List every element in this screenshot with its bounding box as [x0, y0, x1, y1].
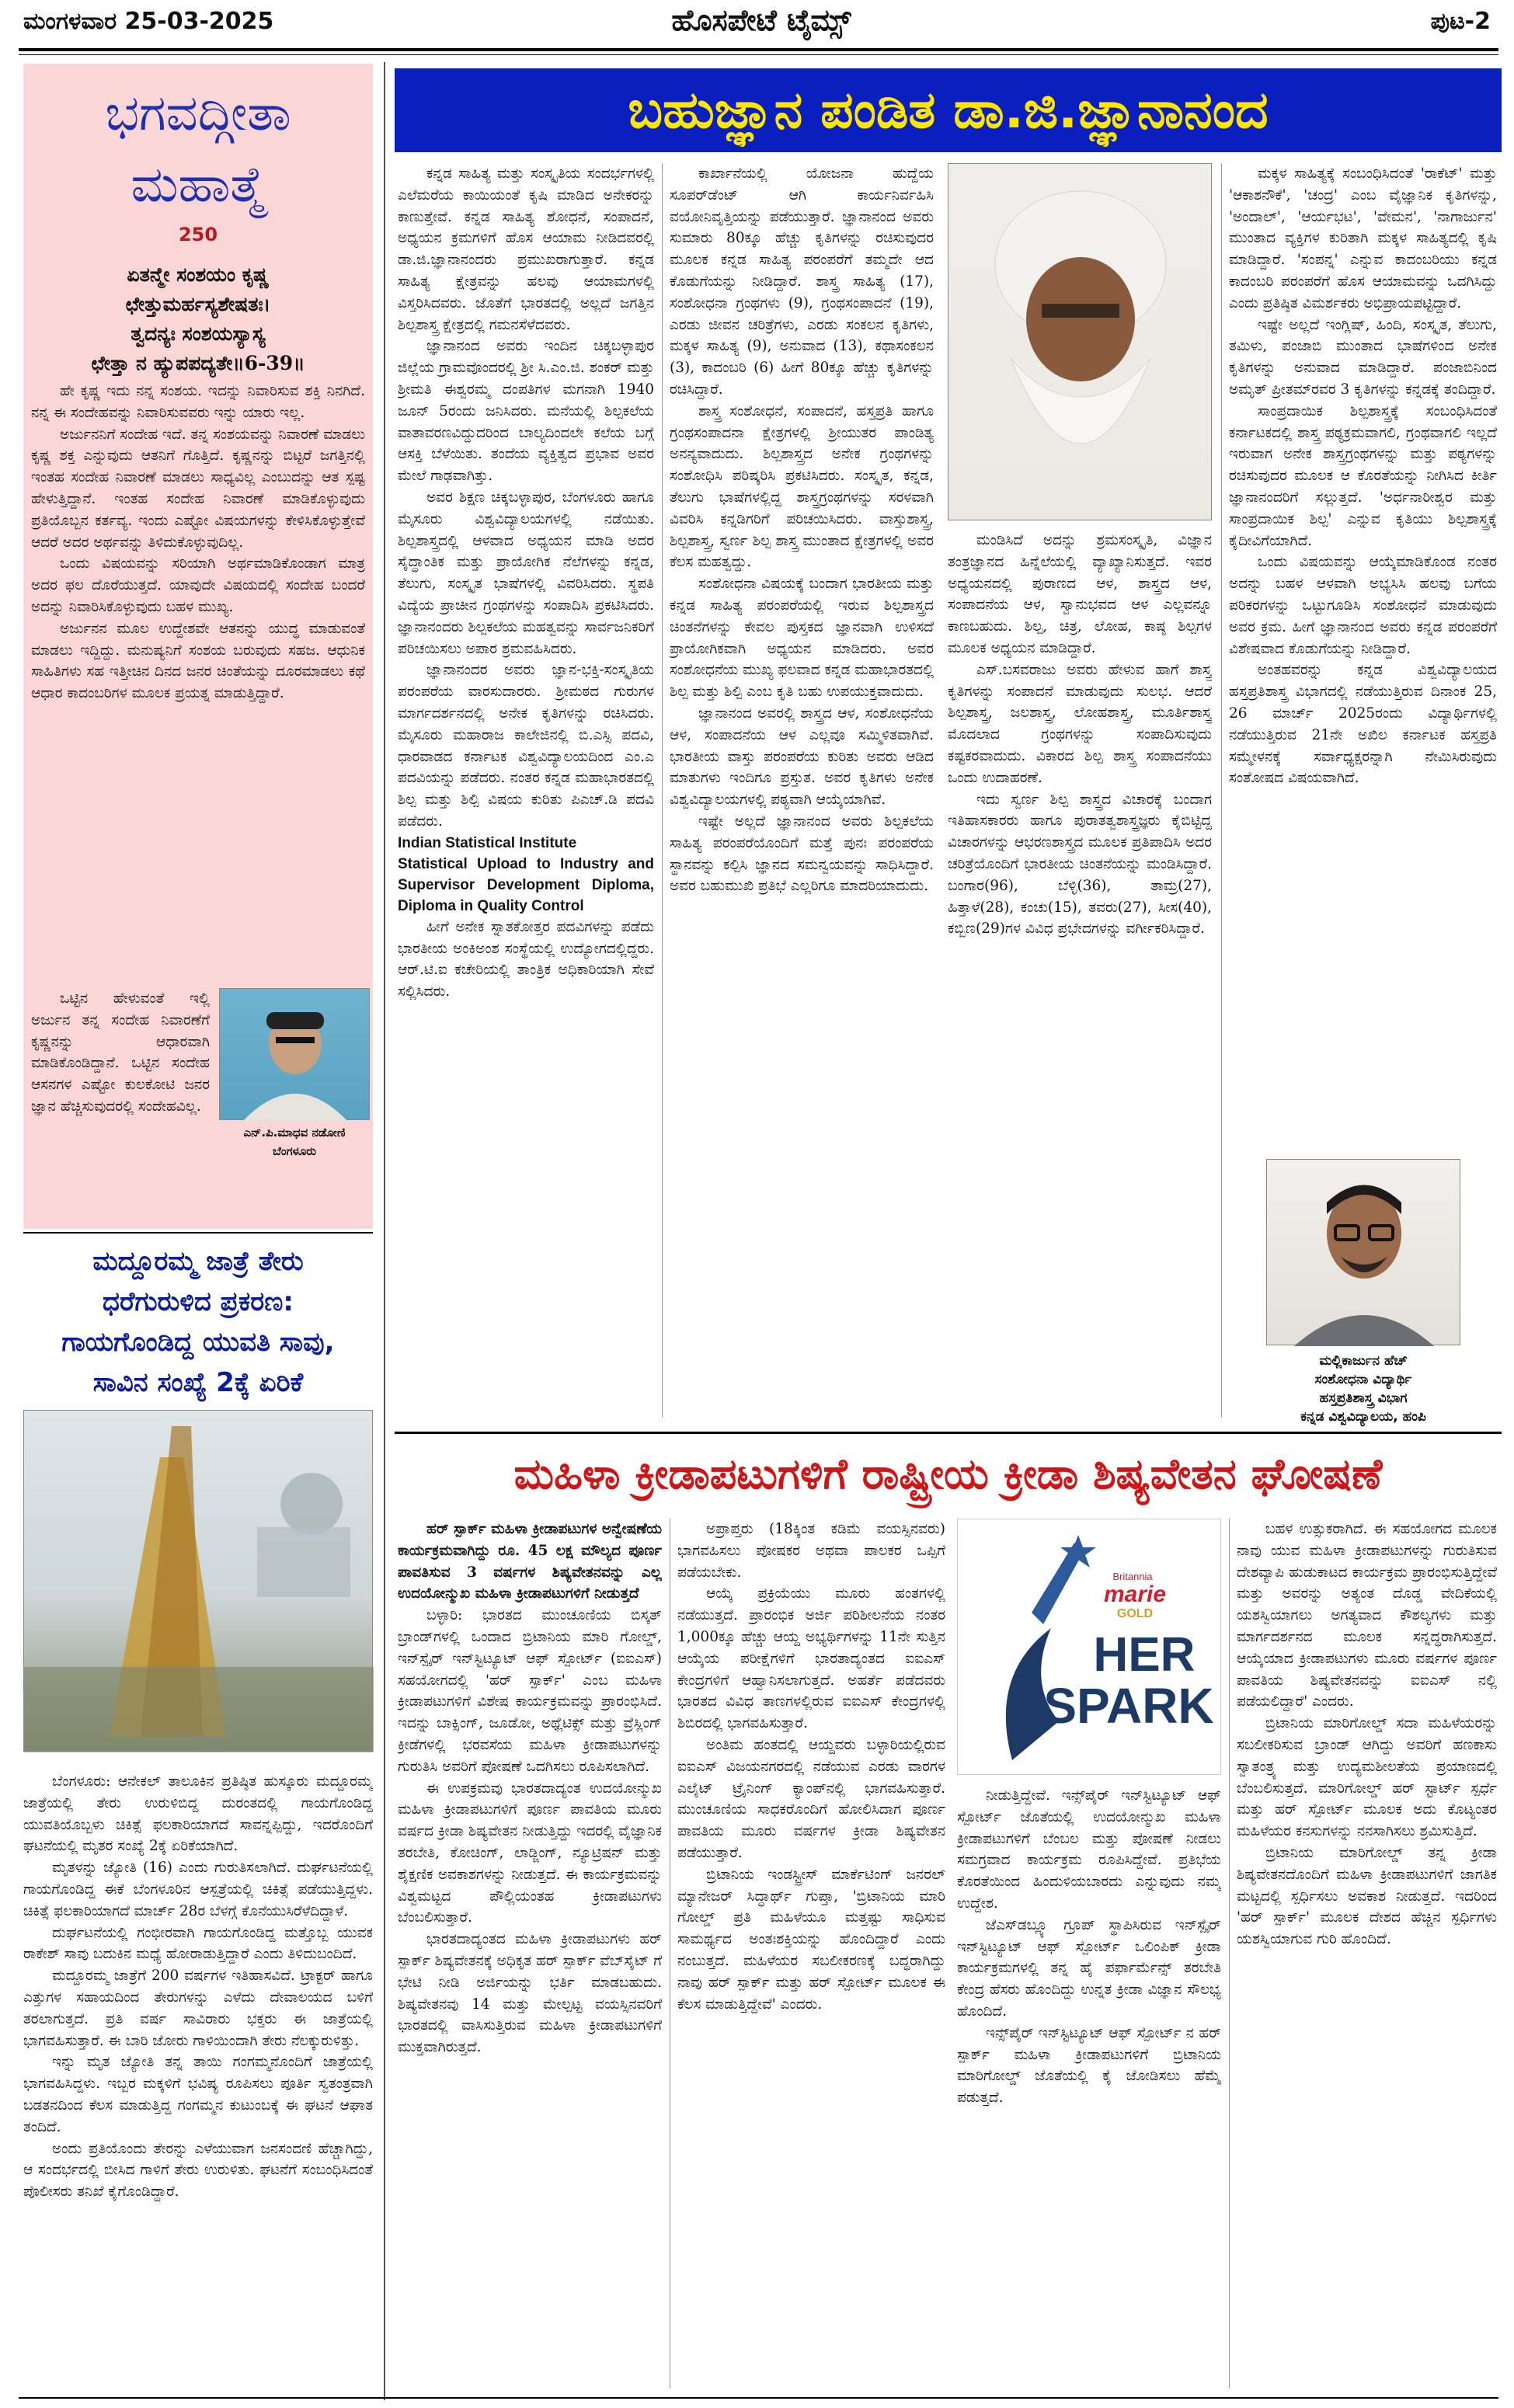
subhead: ಹರ್ ಸ್ಪಾರ್ಕ್ ಮಹಿಳಾ ಕ್ರೀಡಾಪಟುಗಳ ಅನ್ವೇಷಣೆಯ ಕಾರ್ಯಕ್ರಮವಾಗಿದ್ದು ರೂ. 45 ಲಕ್ಷ ಮೌಲ್ಯದ ಪೂರ್ಣ ಪಾವತಿಸುವ 3 ವರ್ಷಗಳ ಶಿಷ್ಯವೇತನವನ್ನು ಎಲ್ಲ ಉದಯೋನ್ಮುಖ ಮಹಿಳಾ ಕ್ರೀಡಾಪಟುಗಳಿಗೆ ನೀಡುತ್ತದೆ: [398, 1521, 662, 1602]
gita-title: [23, 78, 373, 221]
paragraph: ಎಸ್.ಬಸವರಾಜು ಅವರು ಹೇಳುವ ಹಾಗೆ ಶಾಸ್ತ್ರ ಕೃತಿಗಳನ್ನು ಸಂಪಾದನೆ ಮಾಡುವುದು ಸುಲಭ. ಆದರೆ ಶಿಲ್ಪಶಾಸ್ತ್ರ, ಜಲಶಾಸ್ತ್ರ, ಲೋಹಶಾಸ್ತ್ರ, ಮೂರ್ತಿಶಾಸ್ತ್ರ ಮೊದಲಾದ ಗ್ರಂಥಗಳನ್ನು ಸಂಪಾದಿಸುವುದು ಕಷ್ಟಕರವಾದುದು. ವಿಕಾರದ ಶಿಲ್ಪ ಶಾಸ್ತ್ರ ಸಂಪಾದನೆಯು ಒಂದು ಉದಾಹರಣೆ.: [948, 661, 1212, 786]
paragraph: ದುರ್ಘಟನೆಯಲ್ಲಿ ಗಂಭೀರವಾಗಿ ಗಾಯಗೊಂಡಿದ್ದ ಮತ್ತೊಬ್ಬ ಯುವಕ ರಾಕೇಶ್ ಸಾವು ಬದುಕಿನ ಮಧ್ಯೆ ಹೋರಾಡುತ್ತಿದ್ದಾರೆ ಎಂದು ತಿಳಿದುಬಂದಿದೆ.: [23, 1924, 373, 1963]
paragraph: ಒಂದು ವಿಷಯವನ್ನು ಸರಿಯಾಗಿ ಅರ್ಥಮಾಡಿಕೊಂಡಾಗ ಮಾತ್ರ ಅದರ ಫಲ ದೊರೆಯುತ್ತದೆ. ಯಾವುದೇ ವಿಷಯದಲ್ಲಿ ಸಂದೇಹ ಬಂದರೆ ಅದನ್ನು ನಿವಾರಿಸಿಕೊಳ್ಳುವುದು ಬಹಳ ಮುಖ್ಯ.: [31, 555, 365, 615]
paragraph: ಜ್ಞಾನಾನಂದ ಅವರು ಇಂದಿನ ಚಿಕ್ಕಬಳ್ಳಾಪುರ ಜಿಲ್ಲೆಯ ಗ್ರಾಮವೊಂದರಲ್ಲಿ ಶ್ರೀ ಸಿ.ಎಂ.ಜಿ. ಶಂಕರ್ ಮತ್ತು ಶ್ರೀಮತಿ ಈಶ್ವರಮ್ಮ ದಂಪತಿಗಳ ಮಗನಾಗಿ 1940 ಜೂನ್ 5ರಂದು ಜನಿಸಿದರು. ಮನೆಯಲ್ಲಿ ಶಿಲ್ಪಕಲೆಯ ವಾತಾವರಣವಿದ್ದುದರಿಂದ ಬಾಲ್ಯದಿಂದಲೇ ಕಲೆಯ ಬಗ್ಗೆ ಆಸಕ್ತಿ ಬೆಳೆಯಿತು. ತಂದೆಯ ವ್ಯಕ್ತಿತ್ವದ ಪ್ರಭಾವ ಅವರ ಮೇಲೆ ಗಾಢವಾಗಿತ್ತು.: [398, 338, 654, 485]
paragraph: ಇದು ಸ್ವರ್ಣ ಶಿಲ್ಪ ಶಾಸ್ತ್ರದ ವಿಚಾರಕ್ಕೆ ಬಂದಾಗ ಇತಿಹಾಸಕಾರರು ಹಾಗೂ ಪುರಾತತ್ವಶಾಸ್ತ್ರಜ್ಞರು ಕೈಬಿಟ್ಟಿದ್ದ ವಿಚಾರಗಳನ್ನು ಆಭರಣಶಾಸ್ತ್ರದ ಮೂಲಕ ಪ್ರತಿಪಾದಿಸಿ ಅದರ ಚರಿತ್ರೆಯೊಂದಿಗೆ ಭಾರತೀಯ ಚಿಂತನೆಯನ್ನು ಮಂಡಿಸಿದ್ದಾರೆ. ಬಂಗಾರ(96), ಬೆಳ್ಳಿ(36), ತಾಮ್ರ(27), ಹಿತ್ತಾಳೆ(28), ಕಂಚು(15), ತವರು(27), ಸೀಸ(40), ಕಬ್ಬಿಣ(29)ಗಳ ವಿವಿಧ ಪ್ರಭೇದಗಳನ್ನು ವರ್ಗೀಕರಿಸಿದ್ದಾರೆ.: [948, 791, 1212, 938]
paragraph: ಸಂಶೋಧನಾ ವಿಷಯಕ್ಕೆ ಬಂದಾಗ ಭಾರತೀಯ ಮತ್ತು ಕನ್ನಡ ಸಾಹಿತ್ಯ ಪರಂಪರೆಯಲ್ಲಿ ಇರುವ ಶಿಲ್ಪಶಾಸ್ತ್ರದ ಚಿಂತನೆಗಳನ್ನು ಕೇವಲ ಪುಸ್ತಕದ ಜ್ಞಾನವಾಗಿ ಉಳಿಸದೆ ಪ್ರಾಯೋಗಿಕವಾಗಿ ಅಧ್ಯಯನ ಮಾಡಿದರು. ಅವರ ಸಂಶೋಧನೆಯ ಮುಖ್ಯ ಫಲವಾದ ಕನ್ನಡ ಮಹಾಭಾರತದಲ್ಲಿ ಶಿಲ್ಪ ಮತ್ತು ಶಿಲ್ಪಿ ಎಂಬ ಕೃತಿ ಬಹು ಉಪಯುಕ್ತವಾದುದು.: [670, 576, 934, 701]
col-divider: [662, 163, 663, 1418]
author-caption: [219, 1123, 370, 1170]
author-name: ಮಲ್ಲಿಕಾರ್ಜುನ ಹೆಚ್: [1319, 1353, 1408, 1369]
paragraph: ಅಂತಿಮ ಹಂತದಲ್ಲಿ ಆಯ್ದವರು ಬಳ್ಳಾರಿಯಲ್ಲಿರುವ ಐಐಎಸ್ ವಿಜಯನಗರದಲ್ಲಿ ನಡೆಯುವ ಎರಡು ವಾರಗಳ ಎಲೈಟ್ ಟ್ರೈನಿಂಗ್ ಕ್ಯಾಂಪ್‌ನಲ್ಲಿ ಭಾಗವಹಿಸುತ್ತಾರೆ. ಮುಂಚೂಣಿಯ ಸಾಧಕರೊಂದಿಗೆ ಹೋಲಿಸಿದಾಗ ಪೂರ್ಣ ಪಾವತಿಯ ಮೂರು ವರ್ಷಗಳ ಕ್ರೀಡಾ ಶಿಷ್ಯವೇತನ ಪಡೆಯುತ್ತಾರೆ.: [677, 1736, 945, 1861]
header-rule-thin: [19, 54, 1498, 55]
paragraph: ಮೃತಳನ್ನು ಜ್ಯೋತಿ (16) ಎಂದು ಗುರುತಿಸಲಾಗಿದೆ. ದುರ್ಘಟನೆಯಲ್ಲಿ ಗಾಯಗೊಂಡಿದ್ದ ಈಕೆ ಬೆಂಗಳೂರಿನ ಆಸ್ಪತ್ರೆಯಲ್ಲಿ ಚಿಕಿತ್ಸೆ ಪಡೆಯುತ್ತಿದ್ದಳು. ಚಿಕಿತ್ಸೆ ಫಲಕಾರಿಯಾಗದೆ ಮಾರ್ಚ್ 28ರ ಬೆಳಗ್ಗೆ ಕೊನೆಯುಸಿರೆಳೆದಿದ್ದಾಳೆ.: [23, 1860, 373, 1919]
main-column-divider: [384, 62, 385, 2400]
paragraph: ಮಕ್ಕಳ ಸಾಹಿತ್ಯಕ್ಕೆ ಸಂಬಂಧಿಸಿದಂತೆ 'ರಾಕೆಟ್' ಮತ್ತು 'ಆಕಾಶನೌಕೆ', 'ಚಂದ್ರ' ಎಂಬ ವೈಜ್ಞಾನಿಕ ಕೃತಿಗಳನ್ನು, 'ಅಂದಾಲ್', 'ಆರ್ಯಭಟ', 'ವೇಮನ', 'ನಾಗಾರ್ಜುನ' ಮುಂತಾದ ವ್ಯಕ್ತಿಗಳ ಕುರಿತಾಗಿ ಮಕ್ಕಳ ಸಾಹಿತ್ಯದಲ್ಲಿ ಕೃಷಿ ಮಾಡಿದ್ದಾರೆ. 'ಸಂಪನ್ನ' ಎನ್ನುವ ಕಾದಂಬರಿಯು ಕನ್ನಡ ಕಾದಂಬರಿ ಪರಂಪರೆಗೆ ಹೊಸ ಆಯಾಮವನ್ನು ಒದಗಿಸಿದ್ದು ಎಂದು ಪ್ರತಿಷ್ಠಿತ ವಿಮರ್ಶಕರು ಅಭಿಪ್ರಾಯಪಟ್ಟಿದ್ದಾರೆ.: [1229, 165, 1497, 311]
issue-date: ಮಂಗಳವಾರ 25-03-2025: [23, 8, 274, 35]
gita-body: [31, 381, 365, 987]
headline-line: ಗಾಯಗೊಂಡಿದ್ದ ಯುವತಿ ಸಾವು,: [61, 1327, 335, 1358]
paragraph: ಆಯ್ಕೆ ಪ್ರಕ್ರಿಯೆಯು ಮೂರು ಹಂತಗಳಲ್ಲಿ ನಡೆಯುತ್ತದೆ. ಪ್ರಾರಂಭಿಕ ಅರ್ಜಿ ಪರಿಶೀಲನೆಯ ನಂತರ 1,000ಕ್ಕೂ ಹೆಚ್ಚು ಆಯ್ದ ಅಭ್ಯರ್ಥಿಗಳನ್ನು 11ನೇ ಸುತ್ತಿನ ಆಯ್ಕೆಯ ಪರೀಕ್ಷೆಗಳಿಗೆ ಭಾರತಾದ್ಯಂತದ ಐಐಎಸ್ ಕೇಂದ್ರಗಳಿಗೆ ಆಹ್ವಾನಿಸಲಾಗುತ್ತದೆ. ಅಹರ್ತೆ ಪಡೆದವರು ಭಾರತದ ವಿವಿಧ ತಾಣಗಳಲ್ಲಿರುವ ಐಐಎಸ್ ಕೇಂದ್ರಗಳಲ್ಲಿ ಶಿಬಿರದಲ್ಲಿ ಭಾಗವಹಿಸುತ್ತಾರೆ.: [677, 1585, 945, 1732]
author-dept: ಹಸ್ತಪ್ರತಿಶಾಸ್ತ್ರ ವಿಭಾಗ: [1319, 1390, 1408, 1406]
paragraph: ಕನ್ನಡ ಸಾಹಿತ್ಯ ಮತ್ತು ಸಂಸ್ಕೃತಿಯ ಸಂದರ್ಭಗಳಲ್ಲಿ ಎಲೆಮರೆಯ ಕಾಯಿಯಂತೆ ಕೃಷಿ ಮಾಡಿದ ಅನೇಕರನ್ನು ಕಾಣುತ್ತೇವೆ. ಕನ್ನಡ ಸಾಹಿತ್ಯ ಶೋಧನೆ, ಸಂಪಾದನೆ, ಅಧ್ಯಯನ ಕ್ರಮಗಳಿಗೆ ಹೊಸ ಆಯಾಮ ನೀಡಿದವರಲ್ಲಿ ಡಾ.ಜಿ.ಜ್ಞಾನಾನಂದರು ಪ್ರಮುಖರಾಗುತ್ತಾರೆ. ಕನ್ನಡ ಸಾಹಿತ್ಯ ಕ್ಷೇತ್ರವನ್ನು ಹಲವು ಆಯಾಮಗಳಲ್ಲಿ ವಿಸ್ತರಿಸಿದವರು. ಜೊತೆಗೆ ಭಾರತದಲ್ಲಿ ಅಲ್ಲದೆ ಜಗತ್ತಿನ ಶಿಲ್ಪಶಾಸ್ತ್ರ ಕ್ಷೇತ್ರದಲ್ಲಿ ಗಮನಸೆಳೆದವರು.: [398, 165, 654, 333]
headline-line: ಮದ್ದೂರಮ್ಮ ಜಾತ್ರೆ ತೇರು: [92, 1246, 304, 1277]
paragraph: ಜೆಎಸ್‌ಡಬ್ಲ್ಯೂ ಗ್ರೂಪ್ ಸ್ಥಾಪಿಸಿರುವ ಇನ್‌ಸ್ಪೈರ್ ಇನ್‌ಸ್ಟಿಟ್ಯೂಟ್ ಆಫ್ ಸ್ಪೋರ್ಟ್ ಒಲಿಂಪಿಕ್ ಕ್ರೀಡಾ ಕಾರ್ಯಕ್ರಮಗಳಲ್ಲಿ ತನ್ನ ಹೈ ಪರ್ಫಾರ್ಮೆನ್ಸ್ ತರಬೇತಿ ಕೇಂದ್ರ ಹೆಸರು ಹೊಂದಿದ್ದು ಉನ್ನತ ಕ್ರೀಡಾ ವಿಜ್ಞಾನ ಸೌಲಭ್ಯ ಹೊಂದಿದೆ.: [957, 1916, 1221, 2020]
paragraph: ಅರ್ಜುನನ ಮೂಲ ಉದ್ದೇಶವೇ ಆತನನ್ನು ಯುದ್ಧ ಮಾಡುವಂತೆ ಮಾಡಲು ಇದ್ದಿದ್ದು. ಮನುಷ್ಯನಿಗೆ ಸಂಶಯ ಬರುವುದು ಸಹಜ. ಆಧುನಿಕ ಸಾಹಿತಿಗಳು ಸಹ ಇತ್ತೀಚಿನ ದಿನದ ಜನರ ಚಿಂತೆಯನ್ನು ದೂರಮಾಡಲು ಕಥೆ ಆಧಾರ ಕಾದಂಬರಿಗಳ ಮೂಲಕ ಪ್ರಯತ್ನ ಮಾಡುತ್ತಿದ್ದಾರೆ.: [31, 620, 365, 702]
paragraph: ಮಂಡಿಸಿದೆ ಅದನ್ನು ಶ್ರಮಸಂಸ್ಕೃತಿ, ವಿಜ್ಞಾನ ತಂತ್ರಜ್ಞಾನದ ಹಿನ್ನೆಲೆಯಲ್ಲಿ ವ್ಯಾಖ್ಯಾನಿಸುತ್ತದೆ. ಇವರ ಅಧ್ಯಯನದಲ್ಲಿ ಪುರಾಣದ ಆಳ, ಶಾಸ್ತ್ರದ ಆಳ, ಸಂಪಾದನೆಯ ಆಳ, ಸ್ವಾನುಭವದ ಆಳ ಎಲ್ಲವನ್ನೂ ಕಾಣಬಹುದು. ಶಿಲ್ಪ, ಚಿತ್ರ, ಲೋಹ, ಕಾಷ್ಠ ಶಿಲ್ಪಗಳ ಮೂಲಕ ಅಧ್ಯಯನ ಮಾಡಿದ್ದಾರೆ.: [948, 532, 1212, 656]
paragraph: ಮದ್ದೂರಮ್ಮ ಜಾತ್ರೆಗೆ 200 ವರ್ಷಗಳ ಇತಿಹಾಸವಿದೆ. ಟ್ರಾಕ್ಟರ್ ಹಾಗೂ ಎತ್ತುಗಳ ಸಹಾಯದಿಂದ ತೇರುಗಳನ್ನು ಎಳೆದು ದೇವಾಲಯದ ಬಳಿಗೆ ತರಲಾಗುತ್ತದೆ. ಪ್ರತಿ ವರ್ಷ ಸಾವಿರಾರು ಭಕ್ತರು ಈ ಜಾತ್ರೆಯಲ್ಲಿ ಭಾಗವಹಿಸುತ್ತಾರೆ. ಈ ಬಾರಿ ಜೋರು ಗಾಳಿಯಿಂದಾಗಿ ತೇರು ನೆಲಕ್ಕುರುಳಿತ್ತು.: [23, 1968, 373, 2049]
col-divider: [1229, 1519, 1230, 2389]
scholarship-col3: [957, 1785, 1221, 2389]
logo-spark: SPARK: [1043, 1678, 1214, 1734]
page-number: ಪುಟ-2: [1430, 8, 1491, 35]
author-name: ಎನ್.ಪಿ.ಮಾಧವ ನಡೋಣಿ: [243, 1126, 346, 1140]
paragraph: ಸಾಂಪ್ರದಾಯಿಕ ಶಿಲ್ಪಶಾಸ್ತ್ರಕ್ಕೆ ಸಂಬಂಧಿಸಿದಂತೆ ಕರ್ನಾಟಕದಲ್ಲಿ ಶಾಸ್ತ್ರ ಪಠ್ಯಕ್ರಮವಾಗಲಿ, ಗ್ರಂಥವಾಗಲಿ ಇಲ್ಲದೆ ಇರುವಾಗ ಅನೇಕ ಶಾಸ್ತ್ರಗ್ರಂಥಗಳನ್ನು ಮತ್ತು ಪಠ್ಯಗಳನ್ನು ರಚಿಸುವುದರ ಮೂಲಕ ಆ ಕೊರತೆಯನ್ನು ನೀಗಿಸಿದ ಕೀರ್ತಿ ಜ್ಞಾನಾನಂದರಿಗೆ ಸಲ್ಲುತ್ತದೆ. 'ಅರ್ಧನಾರೀಶ್ವರ ಮತ್ತು ಸಾಂಪ್ರದಾಯಿಕ ಶಿಲ್ಪ' ಎನ್ನುವ ಕೃತಿಯು ಶಿಲ್ಪಶಾಸ್ತ್ರಕ್ಕೆ ಕೈದೀವಿಗೆಯಾಗಿದೆ.: [1229, 402, 1497, 549]
logo-brand-gold: GOLD: [1116, 1607, 1154, 1620]
paragraph: ಅಂದು ಪ್ರತಿಯೊಂದು ತೇರನ್ನು ಎಳೆಯುವಾಗ ಜನಸಂದಣಿ ಹೆಚ್ಚಾಗಿದ್ದು, ಆ ಸಂದರ್ಭದಲ್ಲಿ ಬೀಸಿದ ಗಾಳಿಗೆ ತೇರು ಉರುಳಿತು. ಘಟನೆಗೆ ಸಂಬಂಧಿಸಿದಂತೆ ಪೊಲೀಸರು ತನಿಖೆ ಕೈಗೊಂಡಿದ್ದಾರೆ.: [23, 2140, 373, 2201]
paragraph: ಅವರ ಶಿಕ್ಷಣ ಚಿಕ್ಕಬಳ್ಳಾಪುರ, ಬೆಂಗಳೂರು ಹಾಗೂ ಮೈಸೂರು ವಿಶ್ವವಿದ್ಯಾಲಯಗಳಲ್ಲಿ ನಡೆಯಿತು. ಶಿಲ್ಪಶಾಸ್ತ್ರದಲ್ಲಿ ಆಳವಾದ ಅಧ್ಯಯನ ಮಾಡಿ ಅದರ ಸೈದ್ಧಾಂತಿಕ ಮತ್ತು ಪ್ರಾಯೋಗಿಕ ನೆಲೆಗಳನ್ನು ಕನ್ನಡ, ತೆಲುಗು, ಸಂಸ್ಕೃತ ಭಾಷೆಗಳಲ್ಲಿ ವಿವರಿಸಿದರು. ಸ್ಥಪತಿ ವಿದ್ಯೆಯ ಪ್ರಾಚೀನ ಗ್ರಂಥಗಳನ್ನು ಸಂಪಾದಿಸಿ ಪ್ರಕಟಿಸಿದರು. ಜ್ಞಾನಾನಂದರು ಶಿಲ್ಪಕಲೆಯ ಮಹತ್ವವನ್ನು ಸಾರ್ವಜನಿಕರಿಗೆ ಪರಿಚಯಿಸಲು ಅಪಾರ ಶ್ರಮವಹಿಸಿದರು.: [398, 489, 654, 657]
paragraph: ಇಷ್ಟೇ ಅಲ್ಲದೆ ಇಂಗ್ಲಿಷ್, ಹಿಂದಿ, ಸಂಸ್ಕೃತ, ತೆಲುಗು, ತಮಿಳು, ಪಂಜಾಬಿ ಮುಂತಾದ ಭಾಷೆಗಳಿಂದ ಅನೇಕ ಕೃತಿಗಳನ್ನು ಅನುವಾದ ಮಾಡಿದ್ದಾರೆ. ಪಂಜಾಬಿನಿಂದ ಅಮೃತ್ ಪ್ರೀತಮ್‌ರವರ 3 ಕೃತಿಗಳನ್ನು ಕನ್ನಡಕ್ಕೆ ತಂದಿದ್ದಾರೆ.: [1229, 316, 1497, 398]
gnanananda-col2: [670, 163, 934, 1418]
paragraph: ಭಾರತದಾದ್ಯಂತದ ಮಹಿಳಾ ಕ್ರೀಡಾಪಟುಗಳು ಹರ್ ಸ್ಪಾರ್ಕ್ ಶಿಷ್ಯವೇತನಕ್ಕೆ ಅಧಿಕೃತ ಹರ್ ಸ್ಪಾರ್ಕ್ ವೆಬ್‌ಸೈಟ್ ಗೆ ಭೇಟಿ ನೀಡಿ ಅರ್ಜಿಯನ್ನು ಭರ್ತಿ ಮಾಡಬಹುದು. ಶಿಷ್ಯವೇತನವು 14 ಮತ್ತು ಮೇಲ್ಪಟ್ಟ ವಯಸ್ಸಿನವರಿಗೆ ಭಾರತದಲ್ಲಿ ವಾಸಿಸುತ್ತಿರುವ ಮಹಿಳಾ ಕ್ರೀಡಾಪಟುಗಳಿಗೆ ಮುಕ್ತವಾಗಿರುತ್ತದೆ.: [398, 1931, 662, 2056]
verse-line: ಏತನ್ಮೇ ಸಂಶಯಂ ಕೃಷ್ಣ: [127, 263, 270, 286]
paragraph: ಒಂದು ವಿಷಯವನ್ನು ಆಯ್ಕೆಮಾಡಿಕೊಂಡ ನಂತರ ಅದನ್ನು ಬಹಳ ಆಳವಾಗಿ ಅಭ್ಯಸಿಸಿ ಹಲವು ಬಗೆಯ ಪರಿಕರಗಳನ್ನು ಒಟ್ಟುಗೂಡಿಸಿ ಸಂಶೋಧನೆ ಮಾಡುವುದು ಅವರ ಕ್ರಮ. ಹೀಗೆ ಜ್ಞಾನಾನಂದ ಅವರು ಕನ್ನಡ ಪರಂಪರೆಗೆ ವಿಶೇಷವಾದ ಕೊಡುಗೆಯನ್ನು ನೀಡಿದ್ದಾರೆ.: [1229, 554, 1497, 657]
paragraph: ಜ್ಞಾನಾನಂದ ಅವರಲ್ಲಿ ಶಾಸ್ತ್ರದ ಆಳ, ಸಂಶೋಧನೆಯ ಆಳ, ಸಂಪಾದನೆಯ ಆಳ ಎಲ್ಲವೂ ಸಮ್ಮಿಳಿತವಾಗಿವೆ. ಭಾರತೀಯ ವಾಸ್ತು ಪರಂಪರೆಯ ಕುರಿತು ಅವರು ಆಡಿದ ಮಾತುಗಳು ಇಂದಿಗೂ ಪ್ರಸ್ತುತ. ಅವರ ಕೃತಿಗಳು ಅನೇಕ ವಿಶ್ವವಿದ್ಯಾಲಯಗಳಲ್ಲಿ ಪಠ್ಯವಾಗಿ ಆಯ್ಕೆಯಾಗಿವೆ.: [670, 705, 934, 809]
gita-verse: [23, 260, 373, 378]
headline-line: ಧರೆಗುರುಳಿದ ಪ್ರಕರಣ:: [103, 1286, 294, 1317]
paragraph: ಅಂತಹವರನ್ನು ಕನ್ನಡ ವಿಶ್ವವಿದ್ಯಾಲಯದ ಹಸ್ತಪ್ರತಿಶಾಸ್ತ್ರ ವಿಭಾಗದಲ್ಲಿ ನಡೆಯುತ್ತಿರುವ ದಿನಾಂಕ 25, 26 ಮಾರ್ಚ್ 2025ರಂದು ವಿದ್ಯಾರ್ಥಿಗಳಲ್ಲಿ ನಡೆಯುತ್ತಿರುವ 21ನೇ ಅಖಿಲ ಕರ್ನಾಟಕ ಹಸ್ತಪ್ರತಿ ಸಮ್ಮೇಳನಕ್ಕೆ ಸರ್ವಾಧ್ಯಕ್ಷರನ್ನಾಗಿ ನೇಮಿಸಿರುವುದು ಸಂತೋಷದ ವಿಷಯವಾಗಿದೆ.: [1229, 662, 1497, 787]
gita-body-side: [31, 988, 210, 1221]
scholarship-col1: [398, 1519, 662, 2389]
paragraph: ಬಳ್ಳಾರಿ: ಭಾರತದ ಮುಂಚೂಣಿಯ ಬಿಸ್ಕತ್ ಬ್ರಾಂಡ್‌ಗಳಲ್ಲಿ ಒಂದಾದ ಬ್ರಿಟಾನಿಯ ಮಾರಿ ಗೋಲ್ಡ್, ಇನ್‌ಸ್ಪೈರ್ ಇನ್‌ಸ್ಟಿಟ್ಯೂಟ್ ಆಫ್ ಸ್ಪೋರ್ಟ್ (ಐಐಎಸ್) ಸಹಯೋಗದಲ್ಲಿ 'ಹರ್ ಸ್ಪಾರ್ಕ್' ಎಂಬ ಮಹಿಳಾ ಕ್ರೀಡಾಪಟುಗಳಿಗೆ ವಿಶೇಷ ಕಾರ್ಯಕ್ರಮವನ್ನು ಪ್ರಾರಂಭಿಸಿದೆ. ಇದನ್ನು ಬಾಕ್ಸಿಂಗ್, ಜೂಡೋ, ಅಥ್ಲೆಟಿಕ್ಸ್ ಮತ್ತು ವ್ರೆಸ್ಲಿಂಗ್ ಕ್ರೀಡೆಗಳಲ್ಲಿ ಭರವಸೆಯ ಮಹಿಳಾ ಕ್ರೀಡಾಪಟುಗಳನ್ನು ಗುರುತಿಸಿ ಅವರಿಗೆ ಪೋಷಣೆ ಒದಗಿಸಲು ರೂಪಿಸಲಾಗಿದೆ.: [398, 1607, 662, 1775]
paragraph: ಈ ಉಪಕ್ರಮವು ಭಾರತದಾದ್ಯಂತ ಉದಯೋನ್ಮುಖ ಮಹಿಳಾ ಕ್ರೀಡಾಪಟುಗಳಿಗೆ ಪೂರ್ಣ ಪಾವತಿಯ ಮೂರು ವರ್ಷದ ಕ್ರೀಡಾ ಶಿಷ್ಯವೇತನ ನೀಡುತ್ತಿದ್ದು ಇದರಲ್ಲಿ ವೈಜ್ಞಾನಿಕ ತರಬೇತಿ, ಕೋಚಿಂಗ್, ಲಾಡ್ಜಿಂಗ್, ನ್ಯೂಟ್ರಿಷನ್ ಮತ್ತು ಶೈಕ್ಷಣಿಕ ಅವಕಾಶಗಳನ್ನು ನೀಡುತ್ತದೆ. ಈ ಕಾರ್ಯಕ್ರಮವನ್ನು ವಿಶ್ವಮಟ್ಟದ ಪೌಲ್ಲಿಯಂತಹ ಕ್ರೀಡಾಪಟುಗಳು ಬೆಂಬಲಿಸುತ್ತಾರೆ.: [398, 1780, 662, 1926]
paragraph: ಶಾಸ್ತ್ರ ಸಂಶೋಧನೆ, ಸಂಪಾದನೆ, ಹಸ್ತಪ್ರತಿ ಹಾಗೂ ಗ್ರಂಥಸಂಪಾದನಾ ಕ್ಷೇತ್ರಗಳಲ್ಲಿ ಶ್ರೀಯುತರ ಪಾಂಡಿತ್ಯ ಅನನ್ಯವಾದುದು. ಶಿಲ್ಪಶಾಸ್ತ್ರದ ಅನೇಕ ಗ್ರಂಥಗಳನ್ನು ಸಂಶೋಧಿಸಿ ಪರಿಷ್ಕರಿಸಿ ಪ್ರಕಟಿಸಿದರು. ಸಂಸ್ಕೃತ, ಕನ್ನಡ, ತೆಲುಗು ಭಾಷೆಗಳಲ್ಲಿದ್ದ ಶಾಸ್ತ್ರಗ್ರಂಥಗಳನ್ನು ಸರಳವಾಗಿ ವಿವರಿಸಿ ಕನ್ನಡಿಗರಿಗೆ ಪರಿಚಯಿಸಿದರು. ವಾಸ್ತುಶಾಸ್ತ್ರ, ಶಿಲ್ಪಶಾಸ್ತ್ರ, ಸ್ವರ್ಣ ಶಿಲ್ಪ ಶಾಸ್ತ್ರ ಮುಂತಾದ ಕ್ಷೇತ್ರಗಳಲ್ಲಿ ಅವರ ಕೆಲಸ ಮಹತ್ವದ್ದು.: [670, 402, 934, 571]
author-place: ಬೆಂಗಳೂರು: [272, 1144, 317, 1158]
gnanananda-photo: [948, 163, 1212, 520]
scholarship-headline: ಮಹಿಳಾ ಕ್ರೀಡಾಪಟುಗಳಿಗೆ ರಾಷ್ಟ್ರೀಯ ಕ್ರೀಡಾ ಶಿಷ್ಯವೇತನ ಘೋಷಣೆ: [513, 1449, 1383, 1498]
header-rule: [19, 48, 1498, 51]
headline-line: ಸಾವಿನ ಸಂಖ್ಯೆ 2ಕ್ಕೆ ಏರಿಕೆ: [92, 1367, 304, 1398]
scholarship-col4: [1237, 1519, 1497, 2389]
gnanananda-col3: [948, 530, 1212, 1418]
paragraph: ಕಾರ್ಖಾನೆಯಲ್ಲಿ ಯೋಜನಾ ಹುದ್ದೆಯ ಸೂಪರ್‌ಡೆಂಟ್ ಆಗಿ ಕಾರ್ಯನಿರ್ವಹಿಸಿ ವಯೋನಿವೃತ್ತಿಯನ್ನು ಪಡೆಯುತ್ತಾರೆ. ಜ್ಞಾನಾನಂದ ಅವರು ಸುಮಾರು 80ಕ್ಕೂ ಹೆಚ್ಚು ಕೃತಿಗಳನ್ನು ರಚಿಸುವುದರ ಮೂಲಕ ಕನ್ನಡ ಸಾಹಿತ್ಯ ಪರಂಪರೆಗೆ ತಮ್ಮದೇ ಆದ ಕೊಡುಗೆಯನ್ನು ನೀಡಿದ್ದಾರೆ. ಶಾಸ್ತ್ರ ಸಾಹಿತ್ಯ (17), ಸಂಶೋಧನಾ ಗ್ರಂಥಗಳು (9), ಗ್ರಂಥಸಂಪಾದನೆ (19), ಎರಡು ಜೀವನ ಚರಿತ್ರೆಗಳು, ಎರಡು ಸಂಕಲನ ಕೃತಿಗಳು, ಮಕ್ಕಳ ಸಾಹಿತ್ಯ (9), ಅನುವಾದ (13), ಕಥಾಸಂಕಲನ (3), ಕಾದಂಬರಿ (6) ಹೀಗೆ 80ಕ್ಕೂ ಹೆಚ್ಚು ಕೃತಿಗಳನ್ನು ರಚಿಸಿದ್ದಾರೆ.: [670, 165, 934, 398]
author-role: ಸಂಶೋಧನಾ ವಿದ್ಯಾರ್ಥಿ: [1314, 1372, 1412, 1387]
author-caption-2: [1243, 1352, 1484, 1426]
author-portrait-illustration: [1267, 1160, 1461, 1346]
paragraph: ಇಷ್ಟೇ ಅಲ್ಲದೆ ಜ್ಞಾನಾನಂದ ಅವರು ಶಿಲ್ಪಕಲೆಯ ಸಾಹಿತ್ಯ ಪರಂಪರೆಯೊಂದಿಗೆ ಮತ್ತೆ ಪುನಃ ಪರಂಪರೆಯ ಸ್ಥಾನವನ್ನು ಕಲ್ಪಿಸಿ ಜ್ಞಾನದ ಸಮನ್ವಯವನ್ನು ಸಾಧಿಸಿದ್ದಾರೆ. ಅವರ ಬಹುಮುಖಿ ಪ್ರತಿಭೆ ಎಲ್ಲರಿಗೂ ಮಾದರಿಯಾದುದು.: [670, 813, 934, 895]
jatre-body: [23, 1771, 373, 2392]
col-divider: [1221, 163, 1222, 1418]
paragraph: ಹೀಗೆ ಅನೇಕ ಸ್ನಾತಕೋತ್ತರ ಪದವಿಗಳನ್ನು ಪಡೆದು ಭಾರತೀಯ ಅಂಕಿಅಂಶ ಸಂಸ್ಥೆಯಲ್ಲಿ ಉದ್ಯೋಗದಲ್ಲಿದ್ದರು. ಆರ್.ಟಿ.ಐ ಕಚೇರಿಯಲ್ಲಿ ತಾಂತ್ರಿಕ ಅಧಿಕಾರಿಯಾಗಿ ಸೇವೆ ಸಲ್ಲಿಸಿದರು.: [398, 918, 654, 1000]
paragraph: ಬ್ರಿಟಾನಿಯ ಮಾರಿಗೋಲ್ಡ್ ತನ್ನ ಕ್ರೀಡಾ ಶಿಷ್ಯವೇತನದೊಂದಿಗೆ ಮಹಿಳಾ ಕ್ರೀಡಾಪಟುಗಳಿಗೆ ಜಾಗತಿಕ ಮಟ್ಟದಲ್ಲಿ ಸ್ಪರ್ಧಿಸಲು ಅವಕಾಶ ನೀಡುತ್ತದೆ. ಇದರಿಂದ 'ಹರ್ ಸ್ಪಾರ್ಕ್' ಮೂಲಕ ದೇಶದ ಹೆಚ್ಚಿನ ಸ್ಪರ್ಧಿಗಳು ಯಶಸ್ವಿಯಾಗುವ ಗುರಿ ಹೊಂದಿದೆ.: [1237, 1844, 1497, 1948]
logo-her: HER: [1093, 1628, 1196, 1682]
paragraph: ಬ್ರಿಟಾನಿಯ ಇಂಡಸ್ಟ್ರೀಸ್ ಮಾರ್ಕೆಟಿಂಗ್ ಜನರಲ್ ಮ್ಯಾನೇಜರ್ ಸಿದ್ಧಾರ್ಥ್ ಗುಪ್ತಾ, 'ಬ್ರಿಟಾನಿಯ ಮಾರಿ ಗೋಲ್ಡ್ ಪ್ರತಿ ಮಹಿಳೆಯೂ ಮತ್ತಷ್ಟು ಸಾಧಿಸುವ ಸಾಮರ್ಥ್ಯದ ಅಂತಃಶಕ್ತಿಯನ್ನು ಹೊಂದಿದ್ದಾರೆ ಎಂದು ನಂಬುತ್ತದೆ. ಮಹಿಳೆಯರ ಸಬಲೀಕರಣಕ್ಕೆ ಬದ್ಧರಾಗಿದ್ದು ನಾವು ಹರ್ ಸ್ಪಾರ್ಕ್ ಮತ್ತು ಹರ್ ಸ್ಪೋರ್ಟ್ ಮೂಲಕ ಈ ಕೆಲಸ ಮಾಡುತ್ತಿದ್ದೇವೆ' ಎಂದರು.: [677, 1866, 945, 2013]
gita-title-line2: ಮಹಾತ್ಮೆ: [131, 156, 266, 214]
section-divider: [395, 1432, 1502, 1434]
paragraph: ಒಟ್ಟಿನ ಹೇಳುವಂತೆ ಇಲ್ಲಿ ಅರ್ಜುನ ತನ್ನ ಸಂದೇಹ ನಿವಾರಣೆಗೆ ಕೃಷ್ಣನನ್ನು ಆಧಾರವಾಗಿ ಮಾಡಿಕೊಂಡಿದ್ದಾನೆ. ಒಟ್ಟಿನ ಸಂದೇಹ ಆಸನಗಳ ಎಷ್ಟೋ ಕುಲಕೋಟಿ ಜನರ ಜ್ಞಾನ ಹೆಚ್ಚಿಸುವುದರಲ್ಲಿ ಸಂದೇಹವಿಲ್ಲ.: [31, 990, 210, 1115]
scholarship-col2: [677, 1519, 945, 2389]
english-diploma: Statistical Upload to Industry and Supervisor Development Diploma, Diploma in Quality Control: [398, 855, 654, 914]
her-spark-logo-graphic: [958, 1519, 1222, 1776]
paragraph: ಜ್ಞಾನಾನಂದರ ಅವರು ಜ್ಞಾನ-ಭಕ್ತಿ-ಸಂಸ್ಕೃತಿಯ ಪರಂಪರೆಯ ವಾರಸುದಾರರು. ಶ್ರೀಮಠದ ಗುರುಗಳ ಮಾರ್ಗದರ್ಶನದಲ್ಲಿ ಅನೇಕ ಕೃತಿಗಳನ್ನು ರಚಿಸಿದರು. ಮೈಸೂರು ಮಹಾರಾಜ ಕಾಲೇಜಿನಲ್ಲಿ ಬಿ.ಎಸ್ಸಿ ಪದವಿ, ಧಾರವಾಡದ ಕರ್ನಾಟಕ ವಿಶ್ವವಿದ್ಯಾಲಯದಿಂದ ಎಂ.ಎ ಪದವಿಯನ್ನು ಪಡೆದರು. ನಂತರ ಕನ್ನಡ ಮಹಾಭಾರತದಲ್ಲಿ ಶಿಲ್ಪ ಮತ್ತು ಶಿಲ್ಪಿ ವಿಷಯ ಕುರಿತು ಪಿಎಚ್.ಡಿ ಪದವಿ ಪಡೆದರು.: [398, 662, 654, 830]
gnanananda-col1: [398, 163, 654, 1418]
chariot-illustration: [24, 1411, 374, 1752]
author-photo-2: [1266, 1159, 1460, 1345]
logo-brand-main: marie: [1103, 1582, 1167, 1607]
footer-rule: [19, 2397, 1498, 2399]
gnanananda-col4: [1229, 163, 1497, 1142]
elder-portrait-illustration: [948, 164, 1213, 521]
paragraph: ಬ್ರಿಟಾನಿಯ ಮಾರಿಗೋಲ್ಡ್ ಸದಾ ಮಹಿಳೆಯರನ್ನು ಸಬಲೀಕರಿಸುವ ಬ್ರಾಂಡ್ ಆಗಿದ್ದು ಅವರಿಗೆ ಹಣಕಾಸು ಸ್ವಾತಂತ್ರ್ಯ ಮತ್ತು ಉದ್ಯಮಶೀಲತೆಯ ಪ್ರಯಾಣದಲ್ಲಿ ಬೆಂಬಲಿಸುತ್ತದೆ. ಮಾರಿಗೋಲ್ಡ್ ಹರ್ ಸ್ಟಾರ್ಟ್ ಸ್ಪರ್ಧೆ ಮತ್ತು ಹರ್ ಸ್ಪೋರ್ಟ್ ಮೂಲಕ ಅದು ಕೊಟ್ಯಂತರ ಮಹಿಳೆಯರ ಕನಸುಗಳನ್ನು ನನಸಾಗಿಸಲು ಶ್ರಮಿಸುತ್ತಿದೆ.: [1237, 1715, 1497, 1840]
author-univ: ಕನ್ನಡ ವಿಶ್ವವಿದ್ಯಾಲಯ, ಹಂಪಿ: [1300, 1409, 1426, 1425]
paragraph: ಅಪ್ರಾಪ್ತರು (18ಕ್ಕಿಂತ ಕಡಿಮೆ ವಯಸ್ಸಿನವರು) ಭಾಗವಹಿಸಲು ಪೋಷಕರ ಅಥವಾ ಪಾಲಕರ ಒಪ್ಪಿಗೆ ಪಡೆಯಬೇಕು.: [677, 1521, 945, 1581]
paragraph: ಇನ್ಸ್‌ಪೈರ್ ಇನ್‌ಸ್ಟಿಟ್ಯೂಟ್ ಆಫ್ ಸ್ಪೋರ್ಟ್ ನ ಹರ್ ಸ್ಪಾರ್ಕ್ ಮಹಿಳಾ ಕ್ರೀಡಾಪಟುಗಳಿಗೆ ಬ್ರಿಟಾನಿಯ ಮಾರಿಗೋಲ್ಡ್ ಜೊತೆಯಲ್ಲಿ ಕೈ ಜೋಡಿಸಲು ಹೆಮ್ಮೆ ಪಡುತ್ತದೆ.: [957, 2024, 1221, 2107]
newspaper-title: ಹೊಸಪೇಟೆ ಟೈಮ್ಸ್: [671, 3, 851, 37]
jatre-headline: [23, 1241, 373, 1403]
verse-line: ಛೇತ್ತುಮರ್ಹಸ್ಯಶೇಷತಃ।: [125, 293, 271, 315]
logo-brand-small: Britannia: [1112, 1571, 1153, 1582]
paragraph: ಅರ್ಜುನನಿಗೆ ಸಂದೇಹ ಇದೆ. ತನ್ನ ಸಂಶಯವನ್ನು ನಿವಾರಣೆ ಮಾಡಲು ಕೃಷ್ಣ ಶಕ್ತ ಎನ್ನುವುದು ಆತನಿಗೆ ಗೊತ್ತಿದೆ. ಕೃಷ್ಣನನ್ನು ಬಿಟ್ಟರೆ ಜಗತ್ತಿನಲ್ಲಿ ಇಂತಹ ಸಂದೇಹ ನಿವಾರಣೆ ಮಾಡಲು ಸಾಧ್ಯವಿಲ್ಲ ಎಂಬುದನ್ನು ಆತ ಸ್ಪಷ್ಟ ಹೇಳುತ್ತಿದ್ದಾನೆ. ಇಂತಹ ಸಂದೇಹ ನಿವಾರಣೆ ಮಾಡಿಕೊಳ್ಳುವುದು ಪ್ರತಿಯೊಬ್ಬನ ಕರ್ತವ್ಯ. ಇಂದು ಎಷ್ಟೋ ವಿಷಯಗಳನ್ನು ಕೇಳಿಸಿಕೊಳ್ಳುತ್ತೇವೆ ಆದರೆ ಅದರ ಅರ್ಥವನ್ನು ತಿಳಿದುಕೊಳ್ಳುವುದಿಲ್ಲ.: [31, 426, 365, 551]
her-spark-logo: [957, 1519, 1221, 1775]
paragraph: ಬೆಂಗಳೂರು: ಆನೇಕಲ್ ತಾಲೂಕಿನ ಪ್ರತಿಷ್ಠಿತ ಹುಸ್ಕೂರು ಮದ್ದೂರಮ್ಮ ಜಾತ್ರೆಯಲ್ಲಿ ತೇರು ಉರುಳಿಬಿದ್ದ ದುರಂತದಲ್ಲಿ ಗಾಯಗೊಂಡಿದ್ದ ಯುವತಿಯೊಬ್ಬಳು ಚಿಕಿತ್ಸೆ ಫಲಕಾರಿಯಾಗದೆ ಸಾವನ್ನಪ್ಪಿದ್ದು, ಇದರೊಂದಿಗೆ ಘಟನೆಯಲ್ಲಿ ಮೃತರ ಸಂಖ್ಯೆ 2ಕ್ಕೆ ಏರಿಕೆಯಾಗಿದೆ.: [23, 1773, 373, 1855]
verse-line: ತ್ವದನ್ಯಃ ಸಂಶಯಸ್ಯಾಸ್ಯ: [131, 322, 266, 345]
portrait-illustration: [220, 989, 371, 1121]
chariot-photo: [23, 1410, 373, 1752]
gita-title-line1: ಭಗವದ್ಗೀತಾ: [105, 85, 291, 142]
english-institute: Indian Statistical Institute: [398, 834, 577, 851]
paragraph: ನೀಡುತ್ತಿದ್ದೇವೆ. ಇನ್ಸ್‌ಪೈರ್ ಇನ್‌ಸ್ಟಿಟ್ಯೂಟ್ ಆಫ್ ಸ್ಪೋರ್ಟ್ ಜೊತೆಯಲ್ಲಿ ಉದಯೋನ್ಮುಖ ಮಹಿಳಾ ಕ್ರೀಡಾಪಟುಗಳಿಗೆ ಬೆಂಬಲ ಮತ್ತು ಪೋಷಣೆ ನೀಡಲು ಸಮಗ್ರವಾದ ಕಾರ್ಯಕ್ರಮ ರೂಪಿಸಿದ್ದೇವೆ. ಪ್ರತಿಭೆಯ ಕೊರತೆಯಿಂದ ಹಿಂದುಳಿಯಬಾರದು ಎನ್ನುವುದು ನಮ್ಮ ಉದ್ದೇಶ.: [957, 1787, 1221, 1912]
author-photo: [219, 988, 370, 1120]
gita-number: 250: [178, 224, 218, 245]
paragraph: ಇನ್ನು ಮೃತ ಜ್ಯೋತಿ ತನ್ನ ತಾಯಿ ಗಂಗಮ್ಮನೊಂದಿಗೆ ಜಾತ್ರೆಯಲ್ಲಿ ಭಾಗವಹಿಸಿದ್ದಳು. ಇಬ್ಬರ ಮಕ್ಕಳಿಗೆ ಭವಿಷ್ಯ ರೂಪಿಸಲು ಪೂರ್ತಿ ಸ್ವತಂತ್ರವಾಗಿ ಬಡತನದಿಂದ ಕೆಲಸ ಮಾಡುತ್ತಿದ್ದ ಗಂಗಮ್ಮನ ಕುಟುಂಬಕ್ಕೆ ಈ ಘಟನೆ ಆಘಾತ ತಂದಿದೆ.: [23, 2054, 373, 2135]
paragraph: ಹೇ ಕೃಷ್ಣ ಇದು ನನ್ನ ಸಂಶಯ. ಇದನ್ನು ನಿವಾರಿಸುವ ಶಕ್ತಿ ನಿನಗಿದೆ. ನನ್ನ ಈ ಸಂದೇಹವನ್ನು ನಿವಾರಿಸುವವರು ಇನ್ನು ಯಾರು ಇಲ್ಲ.: [31, 383, 365, 421]
left-divider: [23, 1232, 373, 1234]
gnanananda-headline: ಬಹುಜ್ಞಾನ ಪಂಡಿತ ಡಾ.ಜಿ.ಜ್ಞಾನಾನಂದ: [628, 80, 1269, 140]
verse-line: ಛೇತ್ತಾ ನ ಹ್ಯುಪಪದ್ಯತೇ॥6-39॥: [91, 352, 305, 374]
paragraph: ಬಹಳ ಉತ್ಸುಕರಾಗಿದೆ. ಈ ಸಹಯೋಗದ ಮೂಲಕ ನಾವು ಯುವ ಮಹಿಳಾ ಕ್ರೀಡಾಪಟುಗಳನ್ನು ಗುರುತಿಸುವ ದೇಶವ್ಯಾಪಿ ಹುಡುಕಾಟದ ಕಾರ್ಯಕ್ರಮ ಪ್ರಾರಂಭಿಸುತ್ತಿದ್ದೇವೆ ಮತ್ತು ಅವರನ್ನು ಅತ್ಯಂತ ದೊಡ್ಡ ವೇದಿಕೆಯಲ್ಲಿ ಯಶಸ್ವಿಯಾಗಲು ಅಗತ್ಯವಾದ ಕೌಶಲ್ಯಗಳು ಮತ್ತು ಮಾರ್ಗದರ್ಶನದ ಮೂಲಕ ಸನ್ನದ್ಧರಾಗಿಸುತ್ತದೆ. ಆಯ್ಕೆಯಾದ ಕ್ರೀಡಾಪಟುಗಳು ಮೂರು ವರ್ಷಗಳ ಪೂರ್ಣ ಪಾವತಿಯ ಶಿಷ್ಯವೇತನವನ್ನು ಐಐಎಸ್ ನಲ್ಲಿ ಪಡೆಯಲಿದ್ದಾರೆ' ಎಂದರು.: [1237, 1521, 1497, 1710]
